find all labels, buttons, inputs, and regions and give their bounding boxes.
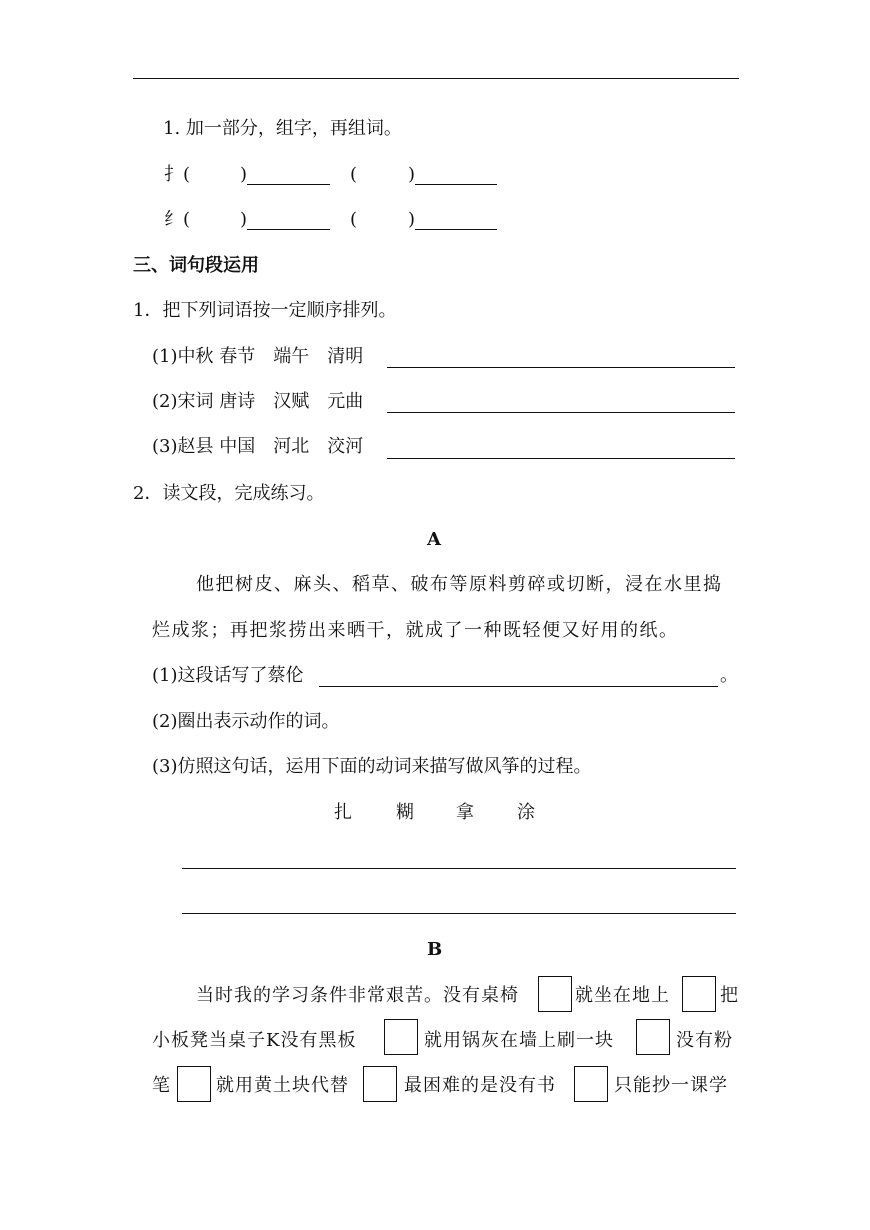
paren-open: ( (183, 209, 191, 230)
passage-b-text: 小板凳当桌子K没有黑板 (152, 1030, 357, 1051)
punctuation-box[interactable] (363, 1066, 397, 1102)
period: 。 (720, 665, 738, 686)
verb-4: 涂 (517, 802, 535, 823)
passage-a-line-2: 烂成浆；再把浆捞出来晒干，就成了一种既轻便又好用的纸。 (152, 620, 679, 641)
q1-prompt: 1. 加一部分，组字，再组词。 (163, 118, 402, 139)
paren-open: ( (350, 209, 358, 230)
paren-open: ( (183, 164, 191, 185)
order-item-3: (3)赵县 中国 河北 洨河 (152, 436, 364, 457)
radical-hand: 扌 (164, 164, 182, 185)
punctuation-box[interactable] (538, 976, 572, 1012)
passage-b-label: B (427, 939, 443, 960)
passage-a-q3: (3)仿照这句话，运用下面的动词来描写做风筝的过程。 (152, 756, 592, 777)
paren-open: ( (350, 164, 358, 185)
verb-3: 拿 (456, 802, 474, 823)
passage-b-text: 笔 (152, 1075, 170, 1096)
passage-a-line-1: 他把树皮、麻头、稻草、破布等原料剪碎或切断，浸在水里捣 (196, 574, 723, 595)
header-rule (133, 78, 739, 79)
passage-b-text: 就用锅灰在墙上刷一块 (424, 1030, 614, 1051)
answer-line[interactable] (415, 229, 497, 230)
passage-b-text: 就用黄土块代替 (216, 1075, 349, 1096)
passage-b-text: 只能抄一课学 (614, 1075, 728, 1096)
order-item-2: (2)宋词 唐诗 汉赋 元曲 (152, 391, 364, 412)
verb-2: 糊 (396, 802, 414, 823)
passage-a-q2: (2)圈出表示动作的词。 (152, 711, 340, 732)
punctuation-box[interactable] (384, 1019, 418, 1055)
verb-1: 扎 (334, 802, 352, 823)
passage-b-text: 没有粉 (676, 1030, 733, 1051)
answer-line[interactable] (182, 913, 736, 914)
answer-line[interactable] (182, 868, 736, 869)
paren-close: ) (408, 209, 416, 230)
paren-close: ) (240, 209, 248, 230)
section3-q1-prompt: 1．把下列词语按一定顺序排列。 (133, 300, 397, 321)
paren-close: ) (240, 164, 248, 185)
section3-q2-prompt: 2．读文段，完成练习。 (133, 483, 325, 504)
passage-b-text: 最困难的是没有书 (404, 1075, 556, 1096)
section-heading: 三、词句段运用 (133, 255, 259, 276)
answer-line[interactable] (247, 184, 330, 185)
paren-close: ) (408, 164, 416, 185)
answer-line[interactable] (387, 412, 735, 413)
passage-a-label: A (427, 529, 441, 550)
passage-b-text: 把 (720, 985, 738, 1006)
passage-b-text: 就坐在地上 (575, 985, 670, 1006)
answer-line[interactable] (319, 686, 718, 687)
answer-line[interactable] (415, 184, 497, 185)
passage-a-q1: (1)这段话写了蔡伦 (152, 665, 304, 686)
answer-line[interactable] (387, 367, 735, 368)
punctuation-box[interactable] (682, 976, 716, 1012)
punctuation-box[interactable] (574, 1066, 608, 1102)
passage-b-text: 当时我的学习条件非常艰苦。没有桌椅 (196, 985, 519, 1006)
radical-silk: 纟 (164, 209, 182, 230)
punctuation-box[interactable] (636, 1019, 670, 1055)
punctuation-box[interactable] (177, 1066, 211, 1102)
order-item-1: (1)中秋 春节 端午 清明 (152, 346, 364, 367)
answer-line[interactable] (387, 458, 735, 459)
answer-line[interactable] (247, 229, 330, 230)
